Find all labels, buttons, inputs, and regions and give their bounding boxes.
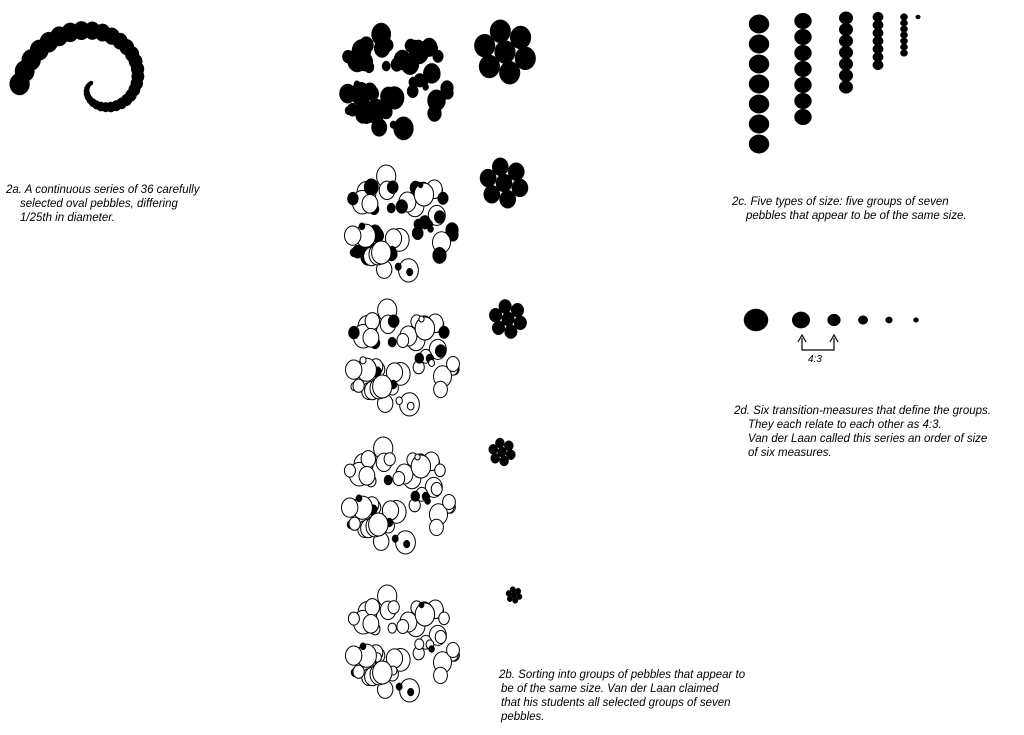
size-column-pebble: [900, 50, 907, 57]
size-column-pebble: [749, 35, 769, 53]
caption-2b: [499, 668, 745, 724]
size-column-pebble: [839, 81, 853, 94]
size-column-pebble: [795, 29, 812, 45]
caption-2c-line: pebbles that appear to be of the same size.: [746, 210, 967, 222]
ratio-bracket-arrow: [802, 338, 834, 350]
size-column-pebble: [900, 20, 907, 27]
cluster-pebble: [395, 263, 401, 271]
caption-2a-line: 1/25th in diameter.: [20, 212, 115, 224]
caption-2a-line: selected oval pebbles, differing: [20, 198, 178, 210]
cluster-pebble: [367, 99, 386, 122]
cluster-pebble: [430, 519, 444, 535]
cluster-pebble: [407, 402, 414, 410]
cluster-pebble: [387, 203, 395, 213]
cluster-pebble: [359, 37, 373, 54]
size-column-pebble: [916, 15, 921, 19]
group-pebble: [515, 588, 520, 594]
cluster-pebble: [411, 491, 420, 502]
size-column-pebble: [839, 12, 853, 25]
cluster-pebble: [344, 464, 355, 477]
group-pebble: [504, 441, 513, 451]
cluster-pebble: [434, 211, 445, 224]
caption-2d-line: They each relate to each other as 4:3.: [748, 419, 942, 431]
cluster-pebble: [397, 334, 409, 348]
caption-2b-line: pebbles.: [501, 711, 545, 723]
transition-measure-pebble: [914, 318, 919, 323]
size-column-pebble: [900, 32, 907, 39]
group-pebble: [500, 456, 509, 466]
size-column-pebble: [900, 26, 907, 33]
cluster-pebble: [429, 646, 435, 653]
caption-2d-line: Van der Laan called this series an order of size: [748, 433, 988, 445]
cluster-pebble: [419, 602, 424, 608]
cluster-pebble: [415, 454, 420, 460]
cluster-pebble: [439, 326, 450, 339]
size-column-pebble: [839, 23, 853, 36]
size-column-pebble: [795, 109, 812, 125]
cluster-pebble: [396, 397, 402, 405]
cluster-pebble: [425, 498, 431, 505]
cluster-pebble: [359, 467, 375, 486]
size-column-pebble: [900, 38, 907, 45]
cluster-pebble: [413, 40, 418, 46]
group-pebble: [511, 303, 524, 317]
cluster-pebble: [357, 53, 373, 72]
transition-measure-pebble: [858, 316, 867, 325]
cluster-pebble: [439, 612, 450, 625]
group-pebble: [513, 597, 518, 603]
caption-2b-line: be of the same size. Van der Laan claimed: [501, 683, 719, 695]
cluster-pebble: [373, 375, 392, 398]
size-column-pebble: [749, 95, 769, 113]
cluster-pebble: [434, 381, 448, 397]
cluster-pebble: [438, 192, 449, 205]
size-column-pebble: [795, 45, 812, 61]
cluster-pebble: [384, 475, 392, 485]
size-column-pebble: [749, 55, 769, 73]
transition-measure-pebble: [886, 317, 893, 323]
cluster-pebble: [406, 268, 413, 276]
size-column-pebble: [839, 35, 853, 48]
cluster-pebble: [428, 226, 434, 233]
group-pebble: [500, 190, 516, 208]
size-column-pebble: [873, 60, 883, 70]
group-pebble: [479, 55, 500, 78]
cluster-pebble: [435, 464, 446, 477]
cluster-pebble: [388, 623, 396, 633]
cluster-pebble: [369, 513, 388, 536]
size-column-pebble: [749, 115, 769, 133]
ratio-label: 4:3: [808, 354, 822, 365]
caption-2b-line: that his students all selected groups of seven: [501, 697, 731, 709]
seven-pebble-groups: [474, 20, 535, 604]
group-pebble: [490, 20, 511, 43]
cluster-pebble: [353, 665, 364, 678]
size-column-pebble: [795, 61, 812, 77]
group-pebble: [507, 596, 512, 602]
size-type-columns: [749, 12, 920, 154]
spiral-pebble-series: [10, 21, 144, 112]
cluster-pebble: [387, 181, 398, 194]
cluster-pebble: [447, 357, 460, 372]
group-pebble: [491, 453, 500, 463]
cluster-pebble: [372, 241, 391, 264]
group-pebble: [505, 325, 518, 339]
cluster-pebble: [403, 540, 410, 548]
group-pebble: [499, 61, 520, 84]
cluster-pebble: [446, 223, 459, 238]
cluster-pebble: [348, 326, 359, 339]
cluster-pebble: [407, 688, 414, 696]
cluster-pebble: [352, 245, 363, 258]
cluster-pebble: [345, 226, 361, 245]
caption-2c: [732, 195, 967, 223]
cluster-pebble: [340, 84, 356, 103]
cluster-pebble: [433, 247, 447, 263]
cluster-pebble: [411, 455, 430, 478]
cluster-pebble: [346, 646, 362, 665]
cluster-pebble: [396, 200, 408, 214]
cluster-pebble: [393, 472, 405, 486]
cluster-pebble: [431, 483, 442, 496]
transition-measure-pebble: [744, 309, 768, 331]
cluster-pebble: [415, 353, 424, 364]
cluster-pebble: [414, 219, 423, 230]
cluster-pebble: [414, 183, 433, 206]
cluster-pebble: [388, 337, 396, 347]
group-pebble: [499, 299, 512, 313]
cluster-pebble: [363, 615, 379, 634]
caption-2a: [6, 183, 199, 225]
cluster-pebble: [347, 103, 358, 116]
size-column-pebble: [795, 13, 812, 29]
cluster-pebble: [392, 535, 398, 543]
cluster-pebble: [360, 643, 366, 650]
cluster-pebble: [347, 192, 358, 205]
cluster-pebble: [435, 345, 446, 358]
caption-2c-line: 2c. Five types of size: five groups of seven: [732, 196, 949, 208]
cluster-pebble: [342, 50, 353, 63]
cluster-pebble: [360, 357, 366, 364]
cluster-pebble: [382, 39, 393, 52]
cluster-pebble: [354, 81, 360, 88]
group-pebble: [510, 26, 531, 49]
cluster-pebble: [397, 620, 409, 634]
caption-2d-line: of six measures.: [748, 447, 832, 459]
caption-2a-line: 2a. A continuous series of 36 carefully: [6, 184, 200, 196]
cluster-pebble: [428, 105, 442, 121]
pebble-sorting-clusters: [340, 23, 460, 702]
cluster-pebble: [365, 599, 379, 616]
cluster-pebble: [390, 121, 396, 129]
cluster-pebble: [373, 661, 392, 684]
cluster-pebble: [361, 451, 375, 468]
cluster-pebble: [382, 61, 390, 71]
group-pebble: [492, 321, 505, 335]
cluster-pebble: [443, 495, 456, 510]
group-pebble: [492, 158, 508, 176]
transition-measures: [744, 309, 919, 365]
size-column-pebble: [839, 46, 853, 59]
size-column-pebble: [839, 69, 853, 82]
group-pebble: [495, 438, 504, 448]
transition-measure-pebble: [792, 312, 810, 328]
group-pebble: [484, 185, 500, 203]
cluster-pebble: [409, 41, 428, 64]
cluster-pebble: [346, 360, 362, 379]
cluster-pebble: [365, 313, 379, 330]
cluster-pebble: [429, 360, 435, 367]
cluster-pebble: [349, 517, 360, 530]
cluster-pebble: [363, 329, 379, 348]
size-column-pebble: [839, 58, 853, 71]
size-column-pebble: [749, 75, 769, 93]
cluster-pebble: [401, 126, 408, 134]
cluster-pebble: [435, 631, 446, 644]
cluster-pebble: [418, 182, 423, 188]
cluster-pebble: [384, 453, 395, 466]
size-column-pebble: [900, 44, 907, 51]
cluster-pebble: [415, 603, 434, 626]
cluster-pebble: [356, 495, 362, 502]
caption-2b-line: 2b. Sorting into groups of pebbles that appear to: [499, 669, 746, 681]
size-column-pebble: [795, 93, 812, 109]
caption-2d: [734, 404, 991, 460]
size-column-pebble: [749, 135, 769, 153]
caption-2d-line: 2d. Six transition-measures that define the groups.: [734, 405, 991, 417]
group-pebble: [508, 163, 524, 181]
size-column-pebble: [900, 14, 907, 21]
cluster-pebble: [396, 683, 402, 691]
transition-measure-pebble: [828, 314, 841, 326]
size-column-pebble: [749, 15, 769, 33]
cluster-pebble: [342, 498, 358, 517]
cluster-pebble: [429, 69, 440, 82]
cluster-pebble: [441, 81, 454, 96]
cluster-pebble: [388, 601, 399, 614]
cluster-pebble: [434, 667, 448, 683]
cluster-pebble: [388, 315, 399, 328]
cluster-pebble: [348, 612, 359, 625]
size-column-pebble: [795, 77, 812, 93]
spiral-pebble: [89, 81, 93, 85]
cluster-pebble: [423, 84, 429, 91]
cluster-pebble: [433, 50, 444, 63]
group-pebble: [510, 587, 515, 593]
cluster-pebble: [419, 316, 424, 322]
cluster-pebble: [409, 77, 418, 88]
cluster-pebble: [415, 639, 424, 650]
cluster-pebble: [447, 643, 460, 658]
cluster-pebble: [391, 58, 403, 72]
cluster-pebble: [364, 179, 378, 196]
cluster-pebble: [362, 195, 378, 214]
cluster-pebble: [353, 379, 364, 392]
cluster-pebble: [359, 223, 365, 230]
cluster-pebble: [415, 317, 434, 340]
